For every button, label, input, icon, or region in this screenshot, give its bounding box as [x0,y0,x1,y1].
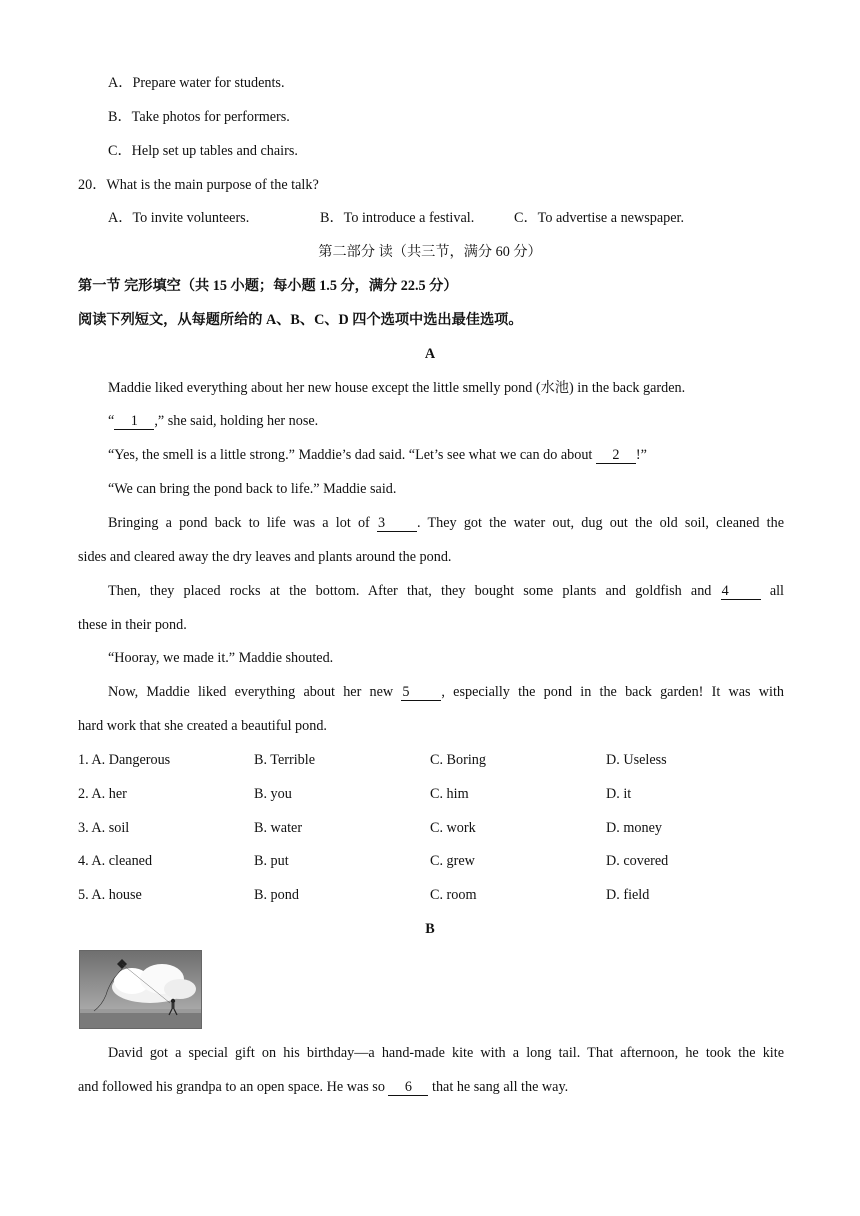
blank-4: 4 [721,583,761,600]
q20-option-b: B．To introduce a festival. [320,210,475,226]
blank-1: 1 [114,413,154,430]
blank-3: 3 [377,515,417,532]
q20-option-c: C．To advertise a newspaper. [514,210,684,226]
blank-2: 2 [596,447,636,464]
blank-6: 6 [388,1079,428,1096]
kite-photo-icon [79,950,202,1029]
passage-a-heading: A [424,346,436,362]
blank-5: 5 [401,684,441,701]
part2-title: 第二部分 读（共三节，满分 60 分） [318,244,542,260]
exam-page: A．Prepare water for students. B．Take photos for performers. C．Help set up tables and chairs. 20．What is the main purpose of the talk? A．To invite volunteers. B．To introduce a festival. C．To advertise a newspaper. 第二部分 读（共三节，满分 60 分） 第一节 完形填空（共 15 小题；每小题 1.5 分，满分 22.5 分） 阅读下列短文，从每题所给的 A、B、C、D 四个选项中选出最佳选项。 A Maddie liked everything about her new house except the little smelly pond (水池) in the back garden. “ 1 ,” she said, holding her nose. “Yes, the smell is a little strong.” Maddie’s dad said. “Let’s see what we can do about 2 !” “We can bring the pond back to life.” Maddie said. Bringing a pond back to life was a lot of 3 . They got the water out, dug out the old soil, cleaned the sides and cleared away the dry leaves and plants around the pond. Then, they placed rocks at the bottom. After that, they bought some plants and goldfish and 4 all these in their pond. “Hooray, we made it.” Maddie shouted. Now, Maddie liked everything about her new 5 , especially the pond in the back garden! It was with hard work that she created a beautiful pond. 1. A. Dangerous B. Terrible C. Boring D. Useless 2. A. her B. you C. him D. it 3. A. soil B. water C. work D. money 4. A. cleaned B. put C. grew D. covered 5. A. house B. pond C. room D. field B David got a special gift on his birthday—a hand-made kite with a long tail. That afternoon, he took the kite and followed his grandpa to an open space. He was so 6 that he sang all the way. [0,0,860,1216]
passage-b-heading: B [425,921,435,937]
q20-option-a: A．To invite volunteers. [108,210,250,226]
